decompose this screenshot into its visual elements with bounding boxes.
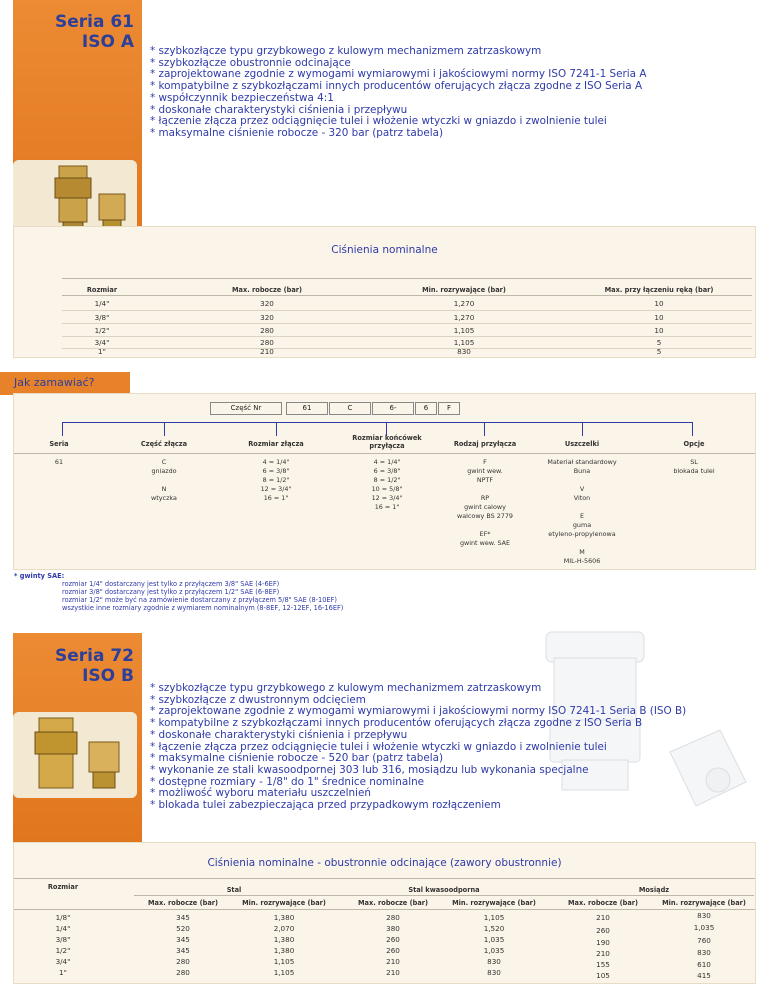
sae-note: rozmiar 3/8" dostarczany jest tylko z przyłączem 1/2" SAE (6-8EF) [62,588,280,596]
seal-options: Materiał standardowy Buna V Viton E guma etyleno-propylenowa M MIL-H-5606 [547,458,617,565]
code-part: C [329,402,371,415]
col-header-size: Rozmiar [86,286,118,294]
code-series: 61 [286,402,328,415]
feature-item: * szybkozłącze obustronnie odcinające [150,58,646,70]
group-header-brass: Mosiądz [638,886,670,894]
sub-header: Max. robocze (bar) [147,899,219,907]
sae-note: rozmiar 1/4" dostarczany jest tylko z przyłączem 3/8" SAE (4-6EF) [62,580,280,588]
col-header-coupling-size: Rozmiar złącza [248,440,304,448]
feature-item: * zaprojektowane zgodnie z wymogami wymiarowymi i jakościowymi normy ISO 7241-1 Seria B (ISO B) [150,706,686,718]
sub-header: Max. robocze (bar) [357,899,429,907]
feature-item: * możliwość wyboru materiału uszczelnień [150,788,686,800]
divider [62,278,752,279]
col-header-seals: Uszczelki [564,440,600,448]
sae-note: rozmiar 1/2" może być na zamówienie dostarczany z przyłączem 5/8" SAE (8-10EF) [62,596,337,604]
seria-61-features [150,46,646,140]
feature-item: * kompatybilne z szybkozłączami innych producentów oferujących złącza zgodne z ISO Seria B [150,718,686,730]
coupling-size-options: 4 = 1/4" 6 = 3/8" 8 = 1/2" 12 = 3/4" 16 = 1" [260,458,292,502]
feature-item: * szybkozłącze typu grzybkowego z kulowym mechanizmem zatrzaskowym [150,683,686,695]
port-type-options: F gwint wew. NPTF RP gwint calowy walcowy BS 2779 EF* gwint wew. SAE [456,458,513,547]
seria-61-title: Seria 61 ISO A [54,12,134,52]
seria-61-pressure-table: Ciśnienia nominalne Rozmiar Max. robocze (bar) Min. rozrywające (bar) Max. przy łączeniu ręką (bar) 1/4" 320 1,270 10 3/8" 320 1,270 10 1/2" 280 1,105 10 3/4" 280 1,105 5 1" 210 830 5 [13,226,756,358]
feature-item: * szybkozłącze typu grzybkowego z kulowym mechanizmem zatrzaskowym [150,46,646,58]
col-header-min-burst: Min. rozrywające (bar) [422,286,506,294]
feature-item: * kompatybilne z szybkozłączami innych producentów oferujących złącza zgodne z ISO Seria A [150,81,646,93]
col-header-port-size: Rozmiar końcówek przyłącza [352,434,422,450]
sub-header: Max. robocze (bar) [567,899,639,907]
order-heading: Jak zamawiać? [14,376,95,389]
option-values: SL blokada tulei [673,458,715,475]
sae-note: wszystkie inne rozmiary zgodnie z wymiarem nominalnym (8-8EF, 12-12EF, 16-16EF) [62,604,344,612]
order-code-table [13,393,756,570]
col-header-part: Część złącza [140,440,188,448]
seria-72-features [150,683,686,812]
divider [62,295,752,296]
col-header-max-hand: Max. przy łączeniu ręką (bar) [604,286,714,294]
part-options: C gniazdo N wtyczka [151,458,177,502]
sae-notes-title: * gwinty SAE: [14,572,65,580]
seria-72-pressure-table: Ciśnienia nominalne - obustronnie odcinające (zawory obustronnie) Rozmiar Stal Stal kwasoodporna Mosiądz Max. robocze (bar) Min. rozrywające (bar) Max. robocze (bar) Min. rozrywające (bar) Max. robocze (bar) Min. rozrywające (bar) 1/8" 345 1,380 280 1,105 210 830 1/4" 520 2,070 380 1,520 260 1,035 3/8" 345 1,380 260 1,035 190 760 1/2" 345 1,380 260 1,035 210 830 3/4" 280 1,105 210 830 155 610 1" 280 1,105 210 830 105 415 [13,842,756,984]
feature-item: * blokada tulei zabezpieczająca przed przypadkowym rozłączeniem [150,800,686,812]
feature-item: * wykonanie ze stali kwasoodpornej 303 lub 316, mosiądzu lub wykonania specjalne [150,765,686,777]
code-label: Część Nr [210,402,282,415]
feature-item: * współczynnik bezpieczeństwa 4:1 [150,93,646,105]
feature-item: * maksymalne ciśnienie robocze - 520 bar (patrz tabela) [150,753,686,765]
table-title: Ciśnienia nominalne - obustronnie odcinające (zawory obustronnie) [207,857,562,869]
col-header-series: Seria [49,440,69,448]
code-port-type: F [438,402,460,415]
col-header-port-type: Rodzaj przyłącza [453,440,517,448]
feature-item: * maksymalne ciśnienie robocze - 320 bar (patrz tabela) [150,128,646,140]
code-port-size: 6 [415,402,437,415]
group-header-stainless: Stal kwasoodporna [408,886,480,894]
feature-item: * doskonałe charakterystyki ciśnienia i przepływu [150,730,686,742]
sub-header: Min. rozrywające (bar) [662,899,746,907]
group-header-steel: Stal [226,886,242,894]
feature-item: * łączenie złącza przez odciągnięcie tulei i włożenie wtyczki w gniazdo i zwolnienie tulei [150,742,686,754]
feature-item: * doskonałe charakterystyki ciśnienia i przepływu [150,105,646,117]
series-value: 61 [54,458,64,466]
feature-item: * szybkozłącze z dwustronnym odcięciem [150,695,686,707]
col-header-size: Rozmiar [47,883,79,891]
feature-item: * łączenie złącza przez odciągnięcie tulei i włożenie wtyczki w gniazdo i zwolnienie tulei [150,116,646,128]
col-header-max-working: Max. robocze (bar) [231,286,303,294]
table-title: Ciśnienia nominalne [331,244,438,256]
sub-header: Min. rozrywające (bar) [452,899,536,907]
seria-72-product-photo [13,712,137,798]
feature-item: * zaprojektowane zgodnie z wymogami wymiarowymi i jakościowymi normy ISO 7241-1 Seria A [150,69,646,81]
feature-item: * dostępne rozmiary - 1/8" do 1" średnice nominalne [150,777,686,789]
seria-72-title: Seria 72 ISO B [54,646,134,686]
port-size-options: 4 = 1/4" 6 = 3/8" 8 = 1/2" 10 = 5/8" 12 = 3/4" 16 = 1" [371,458,403,511]
sub-header: Min. rozrywające (bar) [242,899,326,907]
code-size: 6- [372,402,414,415]
col-header-options: Opcje [683,440,705,448]
